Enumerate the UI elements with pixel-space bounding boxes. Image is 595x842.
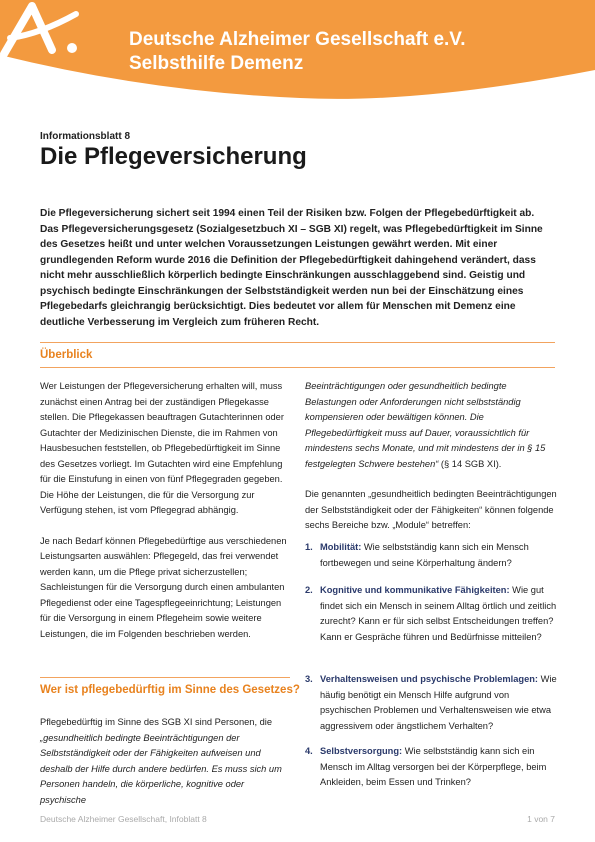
item-text: Wie selbstständig kann sich ein Mensch fortbewegen und seine Körperhaltung ändern? [320,542,529,568]
paragraph [305,379,560,472]
paragraph: Je nach Bedarf können Pflegebedürftige aus verschiedenen Leistungsarten auswählen: Pflegegeld, das frei verwendet werden kann, um die Pflege privat sicherzustellen; Sachleistungen für die Versorgung durch einen ambulanten Pflegedienst oder eine Tagespflegeeinrichtung; Leistungen für die Versorgung in einem Pflegeheim sowie weitere Leistungen, die im Folgenden beschrieben werden. [40,535,287,639]
intro-paragraph: Die Pflegeversicherung sichert seit 1994 einen Teil der Risiken bzw. Folgen der Pflegebedürftigkeit ab. Das Pflegeversicherungsgesetz (Sozialgesetzbuch XI – SGB XI) regelt, was Pflegebedürftigkeit im Sinne des Gesetzes heißt und unter welchen Voraussetzungen Leistungen gewährt werden. Mit einer grundlegenden Reform wurde 2016 die Definition der Pflegebedürftigkeit dahingehend verändert, dass nicht mehr ausschließlich körperlich bedingte Einschränkungen ausschlaggebend sind. Geistig und psychisch bedingte Einschränkungen der Selbstständigkeit werden nun bei der Einschätzung eines Pflegebedarfs gleichrangig berücksichtigt. Dies bedeutet vor allem für Menschen mit Demenz eine deutliche Verbesserung im Vergleich zum früheren Recht. [40,208,543,328]
paragraph: Die genannten „gesundheitlich bedingten Beeinträchtigungen der Selbstständigkeit oder der Fähigkeiten“ können folgende sechs Bereiche bzw. „Module“ betreffen: [305,489,557,530]
item-lead: Kognitive und kommunikative Fähigkeiten: [320,585,510,595]
item-lead: Mobilität: [320,542,362,552]
list-item [305,583,560,645]
alzheimer-logo-icon [0,0,90,60]
right-column [305,379,560,534]
page-number: 1 von 7 [527,814,555,824]
org-name: Deutsche Alzheimer Gesellschaft e.V. [129,29,466,50]
paragraph: Wer Leistungen der Pflegeversicherung erhalten will, muss zunächst einen Antrag bei der zuständigen Pflegekasse stellen. Die Pflegekassen beauftragen Gutachterinnen oder Gutachter der Medizinischen Dienste, die im Rahmen von Hausbesuchen feststellen, ob Pflegebedürftigkeit im Sinne des Gesetzes vorliegt. Im Gutachten wird eine Empfehlung für die Einstufung in einen von fünf Pflegegraden gegeben. Die Höhe der Leistungen, die für die Versorgung zur Verfügung stehen, ist vom Pflegegrad abhängig. [40,381,284,515]
list-item [305,540,560,571]
list-item [305,744,560,791]
page-title: Die Pflegeversicherung [40,143,307,170]
item-text: Wie häufig benötigt ein Mensch Hilfe aufgrund von psychischen Problemen und Verhaltensweisen wie etwa aggressivem oder ängstlichem Verhalten? [320,674,557,731]
left-column [40,379,290,642]
divider [40,342,555,343]
footer-source: Deutsche Alzheimer Gesellschaft, Infoblatt 8 [40,814,207,824]
section-heading-ueberblick: Überblick [40,349,93,361]
left-column-section2 [40,715,290,808]
text: Pflegebedürftig im Sinne des SGB XI sind Personen, die [40,717,273,727]
divider [40,367,555,368]
brand-name [129,28,466,76]
item-number: 4. [305,746,313,756]
quote-reference: (§ 14 SGB XI). [438,458,502,469]
item-text: Wie gut findet sich ein Mensch in seinem Alltag örtlich und zeitlich zurecht? Kann er für sich selbst Entscheidungen treffen? Kann er Gespräche führen und Bedürfnisse mitteilen? [320,585,557,642]
item-number: 2. [305,585,313,595]
header-banner [0,0,595,100]
item-lead: Verhaltensweisen und psychische Problemlagen: [320,674,539,684]
item-lead: Selbstversorgung: [320,746,403,756]
section-heading-pflegebeduerftig: Wer ist pflegebedürftig im Sinne des Gesetzes? [40,684,300,696]
quote: „gesundheitlich bedingte Beeinträchtigungen der Selbstständigkeit oder der Fähigkeiten aufweisen und deshalb der Hilfe durch andere bedürfen. Es muss sich um Personen handeln, die körperliche, kognitive oder psychische [40,732,282,805]
quote: Beeinträchtigungen oder gesundheitlich bedingte Belastungen oder Anforderungen nicht selbstständig kompensieren oder bewältigen können. Die Pflegebedürftigkeit muss auf Dauer, voraussichtlich für mindestens sechs Monate, und mit mindestens der in § 15 festgelegten Schwere bestehen“ [305,381,546,469]
paragraph [40,715,290,808]
divider [40,677,290,678]
item-text: Wie selbstständig kann sich ein Mensch im Alltag versorgen bei der Körperpflege, beim Ankleiden, beim Essen und Trinken? [320,746,547,787]
doc-kicker: Informationsblatt 8 [40,131,131,142]
item-number: 3. [305,674,313,684]
item-number: 1. [305,542,313,552]
org-tagline: Selbsthilfe Demenz [129,53,304,74]
list-item [305,672,560,734]
